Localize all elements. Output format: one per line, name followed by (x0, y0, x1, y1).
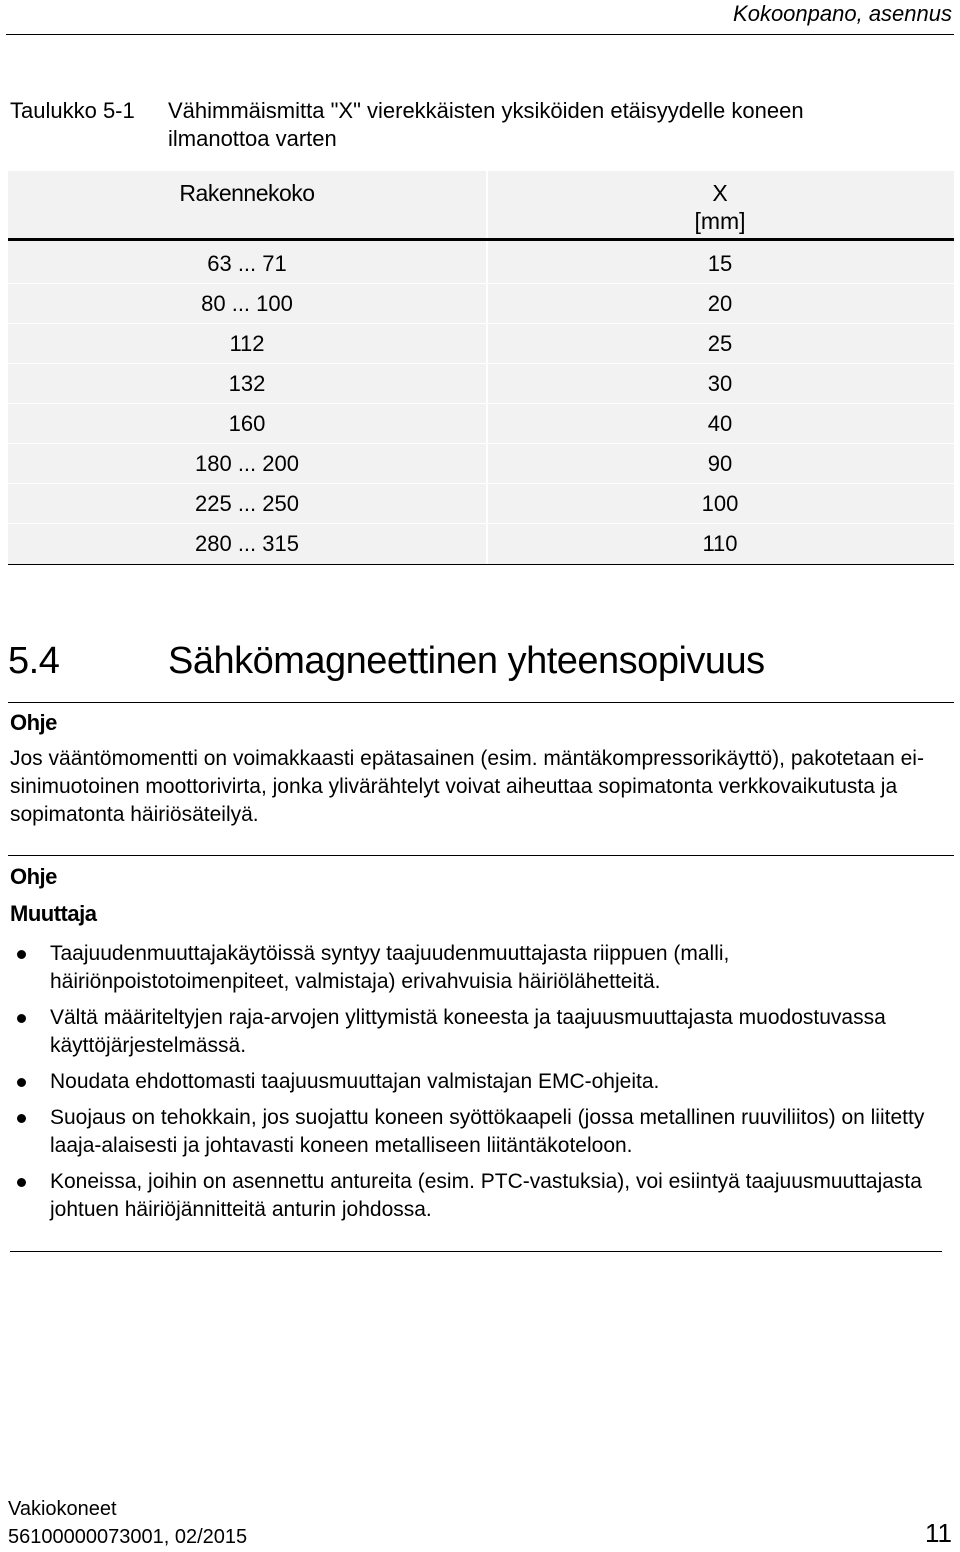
list-item-text: Suojaus on tehokkain, jos suojattu koneen syöttökaapeli (jossa metallinen ruuviliitos) on liitetty laaja-alaisesti ja johtavasti koneen metalliseen liitäntäkoteloon. (50, 1106, 925, 1157)
x-cell: 110 (702, 531, 738, 556)
x-cell: 15 (707, 251, 733, 276)
list-item (10, 1004, 950, 1060)
note-end-rule (10, 1251, 942, 1252)
column-header-x-unit: [mm] (694, 208, 746, 234)
list-item (10, 1168, 950, 1224)
header-divider (6, 34, 954, 35)
note-label: Ohje (10, 864, 57, 889)
table-row (8, 484, 954, 524)
table-row (8, 284, 954, 324)
table-row (8, 524, 954, 564)
bullet-icon (17, 1014, 26, 1023)
size-cell: 63 ... 71 (207, 251, 287, 276)
bullet-icon (17, 1078, 26, 1087)
header-rule (8, 238, 954, 241)
list-item-text: Vältä määriteltyjen raja-arvojen ylittymistä koneesta ja taajuusmuuttajasta muodostuvassa käyttöjärjestelmässä. (50, 1006, 886, 1057)
section-number: 5.4 (8, 640, 60, 682)
bullet-icon (17, 1114, 26, 1123)
x-cell: 40 (707, 411, 733, 436)
note-divider (8, 702, 954, 703)
column-header-x (486, 179, 954, 235)
size-cell: 132 (228, 371, 266, 396)
x-cell: 90 (707, 451, 733, 476)
size-cell: 160 (228, 411, 266, 436)
size-cell: 80 ... 100 (201, 291, 293, 316)
bullet-icon (17, 1178, 26, 1187)
footer-company: Vakiokoneet (8, 1498, 117, 1520)
table-caption-text: Vähimmäismitta "X" vierekkäisten yksiköiden etäisyydelle koneen ilmanottoa varten (168, 98, 804, 151)
page-number: 11 (925, 1518, 952, 1548)
x-cell: 100 (701, 491, 739, 516)
size-cell: 112 (229, 331, 265, 356)
size-cell: 280 ... 315 (195, 531, 299, 556)
list-item (10, 1104, 950, 1160)
note-subtitle: Muuttaja (10, 901, 97, 926)
x-cell: 25 (707, 331, 733, 356)
x-cell: 20 (707, 291, 733, 316)
list-item (10, 940, 950, 996)
bullet-icon (17, 950, 26, 959)
table-row (8, 404, 954, 444)
note-label: Ohje (10, 710, 57, 735)
list-item-text: Koneissa, joihin on asennettu antureita (esim. PTC-vastuksia), voi esiintyä taajuusmuuttajasta johtuen häiriöjännitteitä anturin johdossa. (50, 1170, 922, 1221)
footer-document-ref: 56100000073001, 02/2015 (8, 1526, 248, 1548)
table-row (8, 244, 954, 284)
size-cell: 225 ... 250 (195, 491, 299, 516)
list-item (10, 1068, 950, 1096)
note-divider (8, 855, 954, 856)
table-row (8, 324, 954, 364)
x-cell: 30 (707, 371, 733, 396)
section-title: Sähkömagneettinen yhteensopivuus (168, 640, 765, 682)
table-row (8, 444, 954, 484)
size-cell: 180 ... 200 (195, 451, 299, 476)
note-text: Jos vääntömomentti on voimakkaasti epätasainen (esim. mäntäkompressorikäyttö), pakotetaan ei-sinimuotoinen moottorivirta, jonka ylivärähtelyt voivat aiheuttaa sopimatonta verkkovaikutusta ja sopimatonta häiriösäteilyä. (10, 747, 924, 826)
running-header: Kokoonpano, asennus (733, 1, 952, 26)
dimension-table (8, 171, 954, 565)
column-header-size: Rakennekoko (179, 180, 315, 206)
list-item-text: Taajuudenmuuttajakäytöissä syntyy taajuudenmuuttajasta riippuen (malli, häiriönpoistotoimenpiteet, valmistaja) erivahvuisia häiriölähetteitä. (50, 942, 730, 993)
column-header-x-label: X (712, 180, 728, 206)
table-row (8, 364, 954, 404)
table-bottom-rule (8, 564, 954, 565)
table-caption-number: Taulukko 5-1 (10, 98, 135, 123)
note-bullet-list (10, 940, 950, 1232)
list-item-text: Noudata ehdottomasti taajuusmuuttajan valmistajan EMC-ohjeita. (50, 1070, 660, 1093)
table-header-row (8, 171, 954, 241)
